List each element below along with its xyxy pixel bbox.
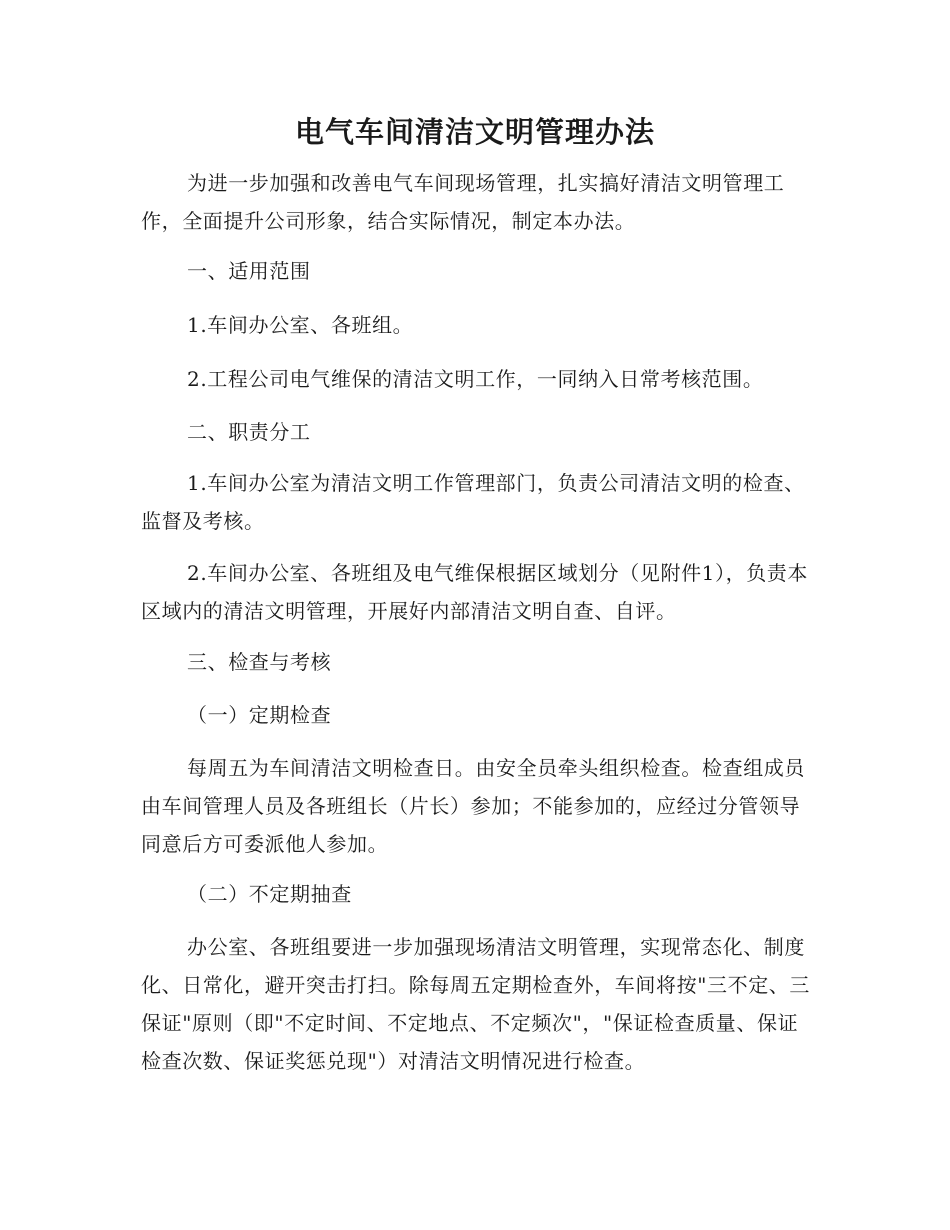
intro-paragraph: 为进一步加强和改善电气车间现场管理，扎实搞好清洁文明管理工作，全面提升公司形象，结合实际情况，制定本办法。 [141, 171, 785, 233]
section-heading-scope: 一、适用范围 [187, 259, 311, 283]
section-heading-inspection: 三、检查与考核 [187, 650, 332, 674]
random-inspection-paragraph: 办公室、各班组要进一步加强现场清洁文明管理，实现常态化、制度化、日常化，避开突击打扫。除每周五定期检查外，车间将按"三不定、三保证"原则（即"不定时间、不定地点、不定频次"，"保证检查质量、保证检查次数、保证奖惩兑现"）对清洁文明情况进行检查。 [141, 935, 810, 1073]
scope-item-2: 2.工程公司电气维保的清洁文明工作，一同纳入日常考核范围。 [187, 367, 764, 391]
subsection-heading-regular: （一）定期检查 [187, 703, 332, 727]
document-title: 电气车间清洁文明管理办法 [294, 115, 655, 149]
section-heading-duties: 二、职责分工 [187, 420, 311, 444]
regular-inspection-paragraph: 每周五为车间清洁文明检查日。由安全员牵头组织检查。检查组成员由车间管理人员及各班组长（片长）参加；不能参加的，应经过分管领导同意后方可委派他人参加。 [141, 756, 805, 856]
scope-item-1: 1.车间办公室、各班组。 [187, 313, 414, 337]
subsection-heading-random: （二）不定期抽查 [187, 882, 352, 906]
duties-item-1: 1.车间办公室为清洁文明工作管理部门，负责公司清洁文明的检查、监督及考核。 [141, 471, 805, 533]
duties-item-2: 2.车间办公室、各班组及电气维保根据区域划分（见附件1），负责本区域内的清洁文明管理，开展好内部清洁文明自查、自评。 [141, 561, 809, 623]
